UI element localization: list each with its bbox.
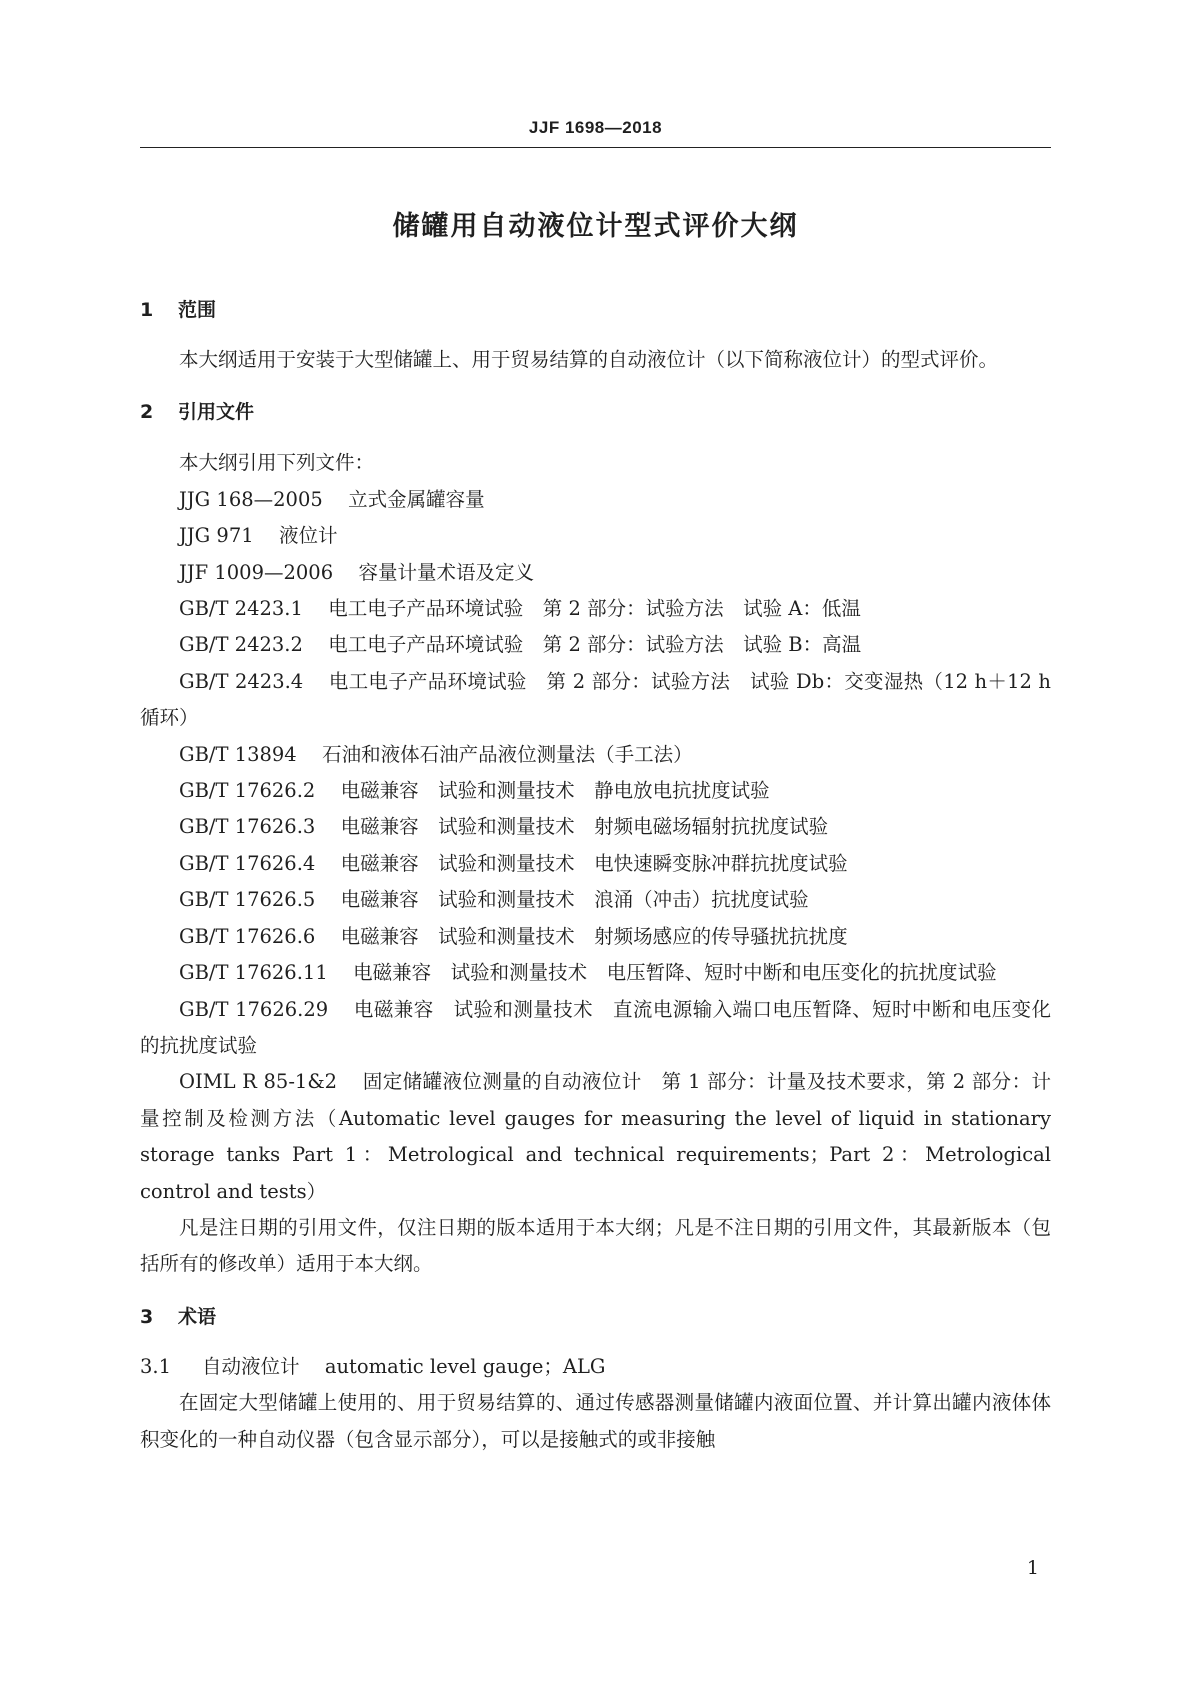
reference-item [140, 482, 1051, 518]
reference-code: GB/T 17626.11 [179, 961, 328, 985]
section-heading-scope [140, 295, 1051, 325]
reference-code: GB/T 17626.6 [179, 924, 316, 948]
reference-title: 液位计 [278, 524, 338, 548]
reference-title: 电磁兼容 试验和测量技术 电快速瞬变脉冲群抗扰度试验 [340, 851, 848, 875]
reference-title: 电磁兼容 试验和测量技术 电压暂降、短时中断和电压变化的抗扰度试验 [353, 961, 997, 985]
section-heading-references [140, 397, 1051, 427]
reference-item [140, 1064, 1051, 1210]
reference-code: GB/T 17626.3 [179, 815, 316, 839]
reference-code: JJG 168—2005 [179, 487, 323, 511]
reference-title: 电磁兼容 试验和测量技术 静电放电抗扰度试验 [340, 779, 770, 803]
reference-item [140, 955, 1051, 991]
reference-title: 电磁兼容 试验和测量技术 直流电源输入端口电压暂降、短时中断和电压变化的抗扰度试验 [140, 997, 1051, 1057]
scope-paragraph: 本大纲适用于安装于大型储罐上、用于贸易结算的自动液位计（以下简称液位计）的型式评价。 [179, 348, 999, 371]
reference-code: GB/T 13894 [179, 742, 297, 766]
reference-item [140, 664, 1051, 737]
section-heading-terms [140, 1302, 1051, 1332]
reference-title: 固定储罐液位测量的自动液位计 第 1 部分：计量及技术要求，第 2 部分：计量控制及检测方法（Automatic level gauges for measuring the level of liquid in stationary storage tanks Part 1：Metrological and technical requirements；Part 2：Metrological control and tests） [140, 1070, 1051, 1203]
reference-item [140, 737, 1051, 773]
reference-title: 石油和液体石油产品液位测量法（手工法） [322, 742, 693, 766]
reference-title: 电磁兼容 试验和测量技术 浪涌（冲击）抗扰度试验 [340, 888, 809, 912]
reference-title: 电工电子产品环境试验 第 2 部分：试验方法 试验 A：低温 [328, 597, 861, 621]
references-intro: 本大纲引用下列文件： [179, 451, 375, 475]
reference-title: 容量计量术语及定义 [358, 560, 534, 584]
reference-code: GB/T 2423.4 [179, 669, 304, 693]
reference-code: GB/T 17626.4 [179, 851, 316, 875]
section-title: 范围 [178, 299, 217, 321]
reference-code: GB/T 2423.2 [179, 633, 303, 657]
section-title: 引用文件 [178, 401, 255, 424]
reference-item [140, 591, 1051, 627]
reference-code: GB/T 17626.5 [179, 888, 316, 912]
reference-item [140, 992, 1051, 1065]
reference-title: 电工电子产品环境试验 第 2 部分：试验方法 试验 Db：交变湿热（12 h＋12 h 循环） [140, 669, 1051, 730]
reference-item [140, 919, 1051, 955]
references-closing-note: 凡是注日期的引用文件，仅注日期的版本适用于本大纲；凡是不注日期的引用文件，其最新版本（包括所有的修改单）适用于本大纲。 [140, 1215, 1051, 1276]
reference-item [140, 882, 1051, 918]
section-title: 术语 [178, 1305, 217, 1328]
reference-title: 电工电子产品环境试验 第 2 部分：试验方法 试验 B：高温 [328, 633, 862, 657]
term-heading [140, 1349, 1051, 1385]
reference-code: GB/T 17626.2 [179, 779, 316, 803]
header-divider [140, 147, 1051, 148]
reference-code: GB/T 17626.29 [179, 997, 329, 1021]
section-number: 1 [140, 299, 154, 321]
term-english: automatic level gauge；ALG [324, 1354, 606, 1378]
reference-item [140, 627, 1051, 663]
reference-code: GB/T 2423.1 [179, 597, 303, 621]
section-number: 3 [140, 1305, 154, 1328]
reference-item [140, 809, 1051, 845]
reference-item [140, 846, 1051, 882]
reference-item [140, 555, 1051, 591]
document-body [140, 295, 1051, 1458]
term-number: 3.1 [140, 1354, 172, 1378]
reference-code: JJF 1009—2006 [179, 560, 334, 584]
section-number: 2 [140, 401, 154, 424]
term-name: 自动液位计 [202, 1354, 300, 1378]
reference-item [140, 773, 1051, 809]
reference-code: OIML R 85-1&2 [179, 1070, 338, 1094]
document-title: 储罐用自动液位计型式评价大纲 [392, 211, 799, 242]
reference-item [140, 518, 1051, 554]
reference-title: 立式金属罐容量 [348, 487, 485, 511]
reference-title: 电磁兼容 试验和测量技术 射频电磁场辐射抗扰度试验 [340, 815, 829, 839]
standard-code-header: JJF 1698—2018 [528, 118, 663, 137]
reference-title: 电磁兼容 试验和测量技术 射频场感应的传导骚扰抗扰度 [340, 924, 848, 948]
reference-code: JJG 971 [179, 524, 254, 548]
page-number: 1 [1026, 1557, 1039, 1579]
term-definition: 在固定大型储罐上使用的、用于贸易结算的、通过传感器测量储罐内液面位置、并计算出罐内液体体积变化的一种自动仪器（包含显示部分），可以是接触式的或非接触 [140, 1391, 1051, 1451]
